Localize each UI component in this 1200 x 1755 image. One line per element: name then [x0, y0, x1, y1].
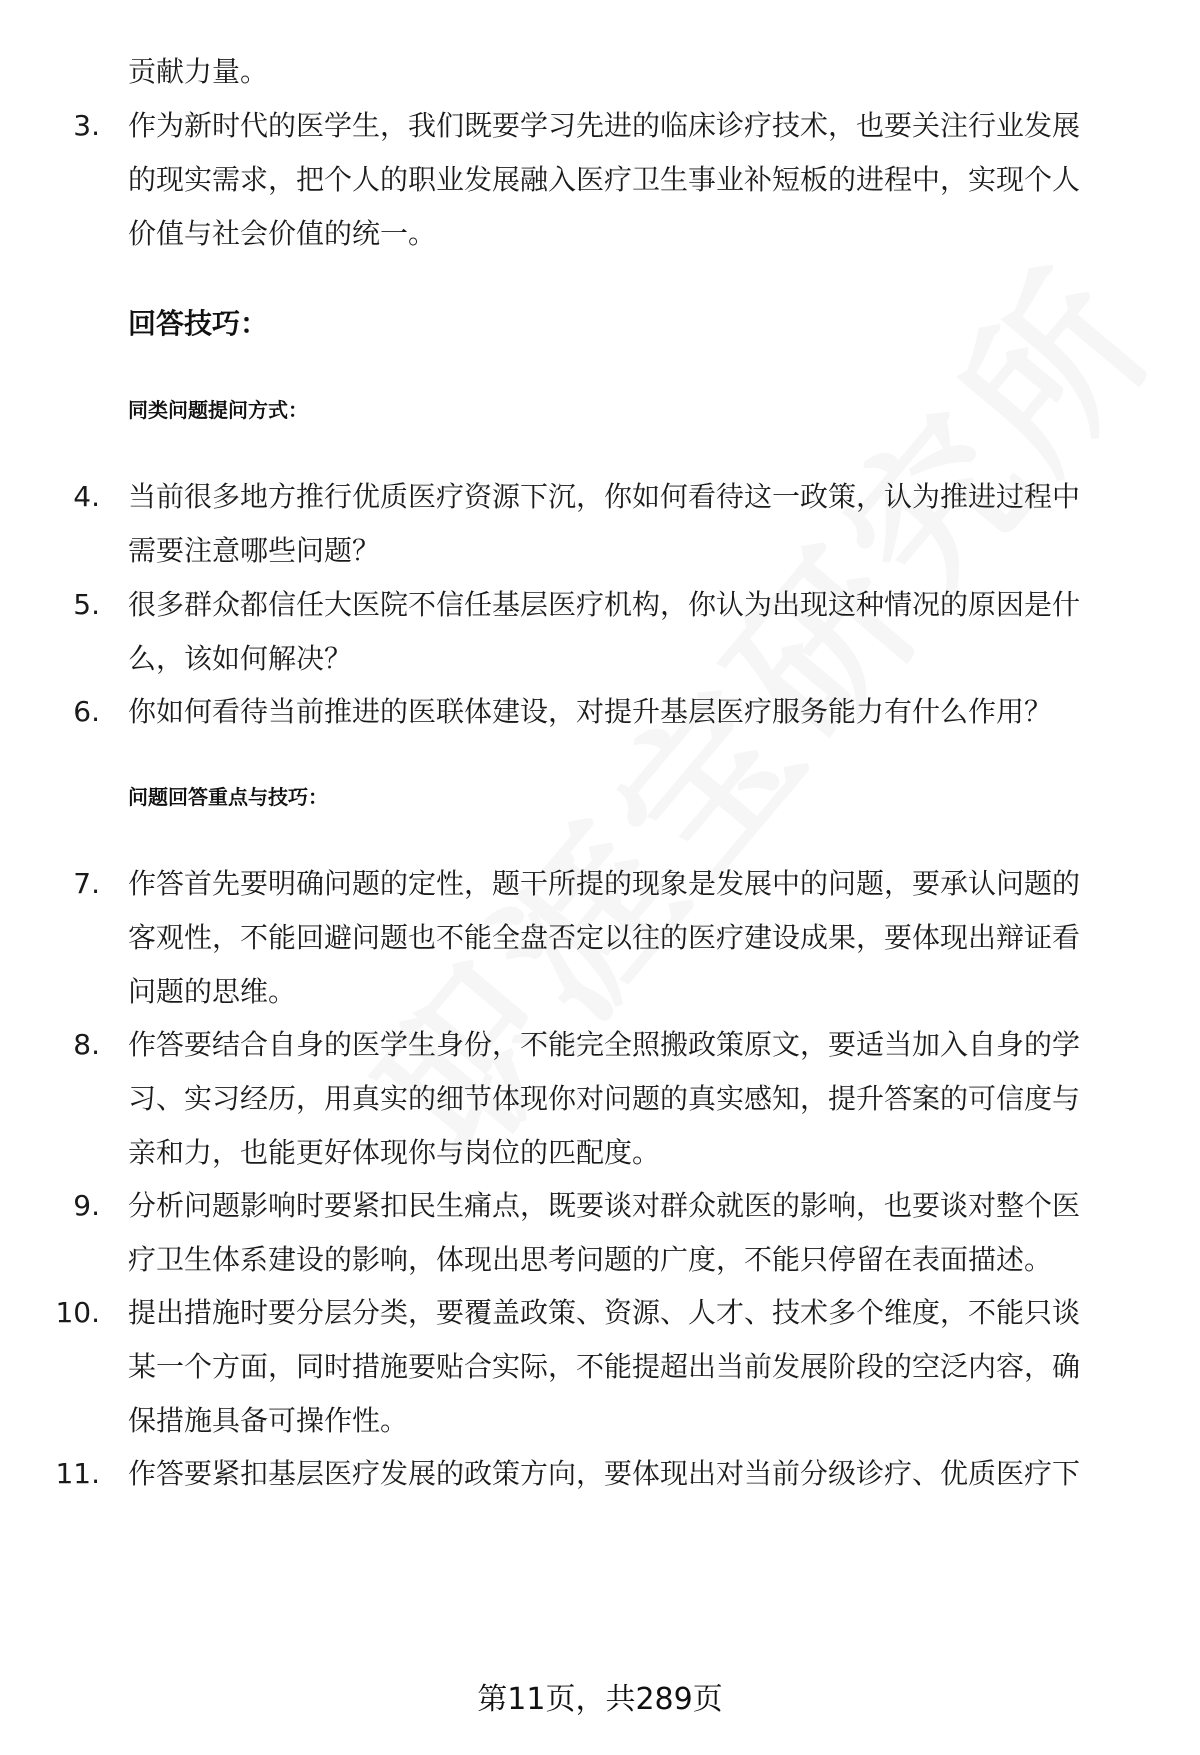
list-item-line: 你如何看待当前推进的医联体建设，对提升基层医疗服务能力有什么作用？	[128, 695, 1053, 728]
list-number: 5.	[73, 588, 100, 621]
list-item-line: 作答要紧扣基层医疗发展的政策方向，要体现出对当前分级诊疗、优质医疗下	[128, 1457, 1081, 1490]
list-item-line: 客观性，不能回避问题也不能全盘否定以往的医疗建设成果，要体现出辩证看	[128, 921, 1081, 954]
list-item-line: 分析问题影响时要紧扣民生痛点，既要谈对群众就医的影响，也要谈对整个医	[128, 1189, 1081, 1222]
list-item-line: 么，该如何解决？	[128, 642, 353, 675]
subsection-heading-tips: 问题回答重点与技巧：	[128, 785, 328, 809]
list-item-line: 价值与社会价值的统一。	[128, 217, 437, 250]
list-item-line: 的现实需求，把个人的职业发展融入医疗卫生事业补短板的进程中，实现个人	[128, 163, 1081, 196]
list-item-line: 作答要结合自身的医学生身份，不能完全照搬政策原文，要适当加入自身的学	[128, 1028, 1081, 1061]
list-item-line: 作答首先要明确问题的定性，题干所提的现象是发展中的问题，要承认问题的	[128, 867, 1081, 900]
list-item-line: 问题的思维。	[128, 975, 297, 1008]
list-number: 3.	[73, 109, 100, 142]
list-number: 9.	[73, 1189, 100, 1222]
list-number: 4.	[73, 480, 100, 513]
list-item-line: 提出措施时要分层分类，要覆盖政策、资源、人才、技术多个维度，不能只谈	[128, 1296, 1081, 1329]
list-item-line: 当前很多地方推行优质医疗资源下沉，你如何看待这一政策，认为推进过程中	[128, 480, 1081, 513]
continuation-text: 贡献力量。	[128, 55, 269, 88]
list-number: 11.	[55, 1457, 100, 1490]
list-number: 6.	[73, 695, 100, 728]
list-item-line: 疗卫生体系建设的影响，体现出思考问题的广度，不能只停留在表面描述。	[128, 1243, 1053, 1276]
list-item-line: 某一个方面，同时措施要贴合实际，不能提超出当前发展阶段的空泛内容，确	[128, 1350, 1081, 1383]
list-item-line: 习、实习经历，用真实的细节体现你对问题的真实感知，提升答案的可信度与	[128, 1082, 1081, 1115]
list-number: 10.	[55, 1296, 100, 1329]
list-item-line: 很多群众都信任大医院不信任基层医疗机构，你认为出现这种情况的原因是什	[128, 588, 1081, 621]
list-item-line: 作为新时代的医学生，我们既要学习先进的临床诊疗技术，也要关注行业发展	[128, 109, 1081, 142]
list-item-line: 亲和力，也能更好体现你与岗位的匹配度。	[128, 1136, 661, 1169]
page-number-footer: 第11页，共289页	[477, 1682, 723, 1717]
list-number: 7.	[73, 867, 100, 900]
list-item-line: 需要注意哪些问题？	[128, 534, 381, 567]
list-item-line: 保措施具备可操作性。	[128, 1404, 409, 1437]
subsection-heading-questions: 同类问题提问方式：	[128, 398, 308, 422]
section-heading: 回答技巧：	[128, 307, 269, 340]
list-number: 8.	[73, 1028, 100, 1061]
